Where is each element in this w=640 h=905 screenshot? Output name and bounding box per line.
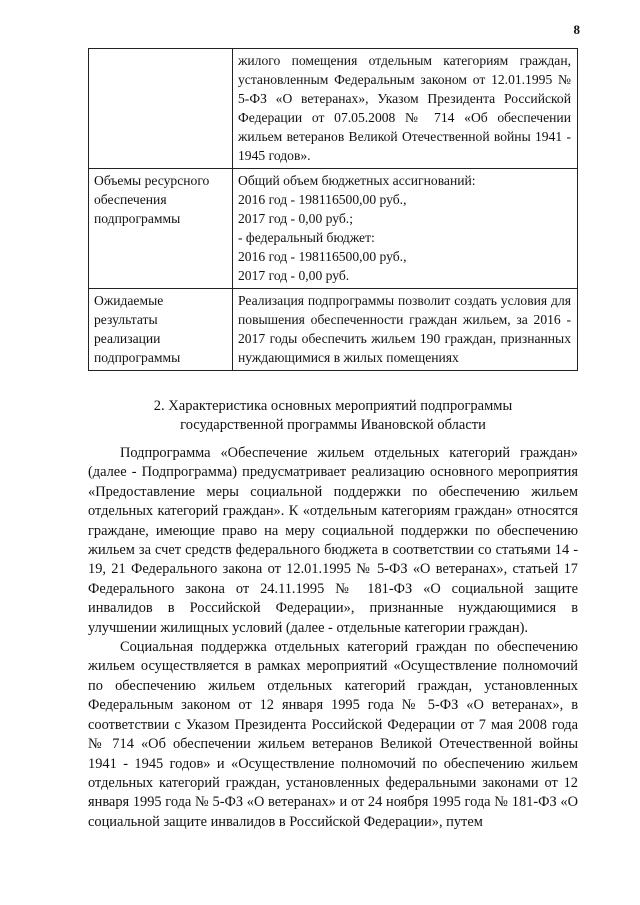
subprogram-passport-table — [88, 48, 578, 371]
resources-line: 2017 год - 0,00 руб. — [238, 268, 350, 283]
heading-line: государственной программы Ивановской области — [180, 417, 486, 433]
paragraph: Подпрограмма «Обеспечение жильем отдельных категорий граждан» (далее - Подпрограмма) предусматривает реализацию основного мероприятия «Предоставление меры социальной поддержки по обеспечению жильем отдельных категорий граждан». К «отдельным категориям граждан» относятся граждане, имеющие право на меру социальной поддержки по обеспечению жильем за счет средств федерального бюджета в соответствии со статьями 14 - 19, 21 Федерального закона от 12.01.1995 № 5-ФЗ «О ветеранах», статьей 17 Федерального закона от 24.11.1995 № 181-ФЗ «О социальной защите инвалидов в Российской Федерации», признанные нуждающимися в улучшении жилищных условий (далее - отдельные категории граждан). — [88, 445, 578, 636]
resources-line: 2017 год - 0,00 руб.; — [238, 211, 353, 226]
section-heading — [88, 397, 578, 435]
body-text — [88, 444, 578, 832]
resources-line: Общий объем бюджетных ассигнований: — [238, 173, 476, 188]
results-label: Ожидаемые результаты реализации подпрограммы — [89, 289, 233, 371]
paragraph: Социальная поддержка отдельных категорий граждан по обеспечению жильем осуществляется в рамках мероприятий «Осуществление полномочий по обеспечению жильем отдельных категорий граждан, установленных Федеральным законом от 12 января 1995 года № 5-ФЗ «О ветеранах», в соответствии с Указом Президента Российской Федерации от 7 мая 2008 года № 714 «Об обеспечении жильем ветеранов Великой Отечественной войны 1941 - 1945 годов» и «Осуществление полномочий по обеспечению жильем отдельных категорий граждан, установленных федеральными законами от 12 января 1995 года № 5-ФЗ «О ветеранах» и от 24 ноября 1995 года № 181-ФЗ «О социальной защите инвалидов в Российской Федерации», путем — [88, 639, 578, 830]
resources-line: 2016 год - 198116500,00 руб., — [238, 249, 407, 264]
table-row — [89, 169, 578, 289]
results-value: Реализация подпрограммы позволит создать условия для повышения обеспеченности граждан жильем, за 2016 - 2017 годы обеспечить жильем 190 граждан, признанных нуждающимися в жилых помещениях — [233, 289, 578, 371]
row1-value: жилого помещения отдельным категориям граждан, установленным Федеральным законом от 12.01.1995 № 5-ФЗ «О ветеранах», Указом Президента Российской Федерации от 07.05.2008 № 714 «Об обеспечении жильем ветеранов Великой Отечественной войны 1941 - 1945 годов». — [233, 49, 578, 169]
resources-value — [233, 169, 578, 289]
resources-label: Объемы ресурсного обеспечения подпрограммы — [89, 169, 233, 289]
table-row — [89, 49, 578, 169]
table-row — [89, 289, 578, 371]
resources-line: 2016 год - 198116500,00 руб., — [238, 192, 407, 207]
resources-line: - федеральный бюджет: — [238, 230, 375, 245]
page-number: 8 — [573, 22, 580, 37]
heading-line: 2. Характеристика основных мероприятий подпрограммы — [153, 398, 513, 414]
row1-label — [89, 49, 233, 169]
